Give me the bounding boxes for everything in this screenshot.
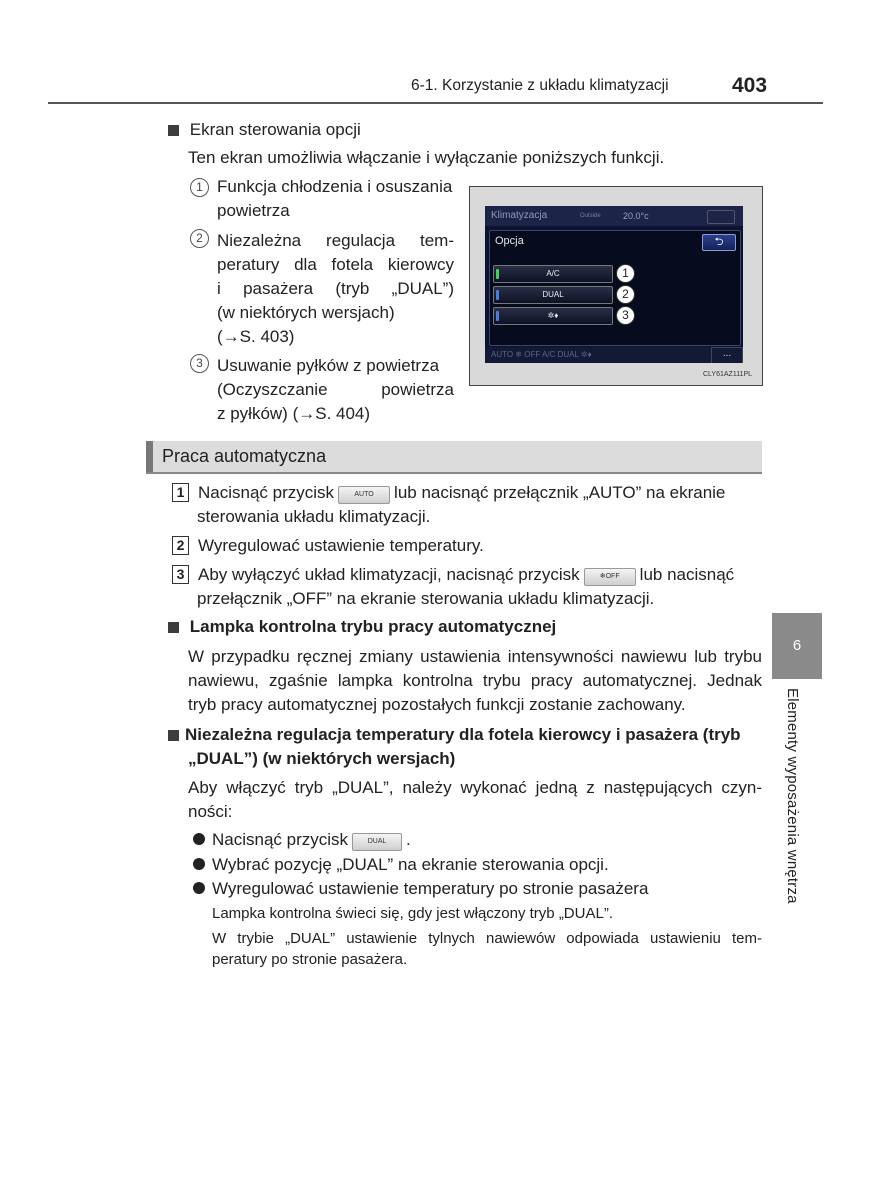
page-number: 403 xyxy=(732,74,768,97)
dual-intro: Aby włączyć tryb „DUAL”, należy wykonać jedną z następujących czyn- ności: xyxy=(188,778,762,821)
callout-3-icon: 3 xyxy=(616,306,635,325)
step-number: 1 xyxy=(172,483,189,502)
ekran-heading: Ekran sterowania opcji xyxy=(168,120,361,140)
screen-bottom-bar: AUTO ❄ OFF A/C DUAL ✲♦ ... xyxy=(485,347,743,363)
callout-1-icon: 1 xyxy=(190,178,209,197)
ekran-item-1: 1 Funkcja chłodzenia i osuszania powietrza xyxy=(190,175,454,223)
auto-button-icon: AUTO xyxy=(338,486,390,504)
indicator-icon xyxy=(496,311,499,321)
image-caption: CLY61AZ111PL xyxy=(703,371,753,378)
dual-heading: Niezależna regulacja temperatury dla fotela kierowcy i pasażera (tryb „DUAL”) (w niektórych wersjach) xyxy=(168,723,762,771)
step-1: 1 Nacisnąć przycisk AUTO lub nacisnąć przełącznik „AUTO” na ekranie sterowania układu klimatyzacji. xyxy=(172,481,764,529)
step-3: 3 Aby wyłączyć układ klimatyzacji, nacisnąć przycisk ❄OFF lub nacisnąć przełącznik „OFF” na ekranie sterowania układu klimatyzacji. xyxy=(172,563,764,611)
option-pollen-button[interactable]: ✲♦ xyxy=(493,307,613,325)
panel-title: Opcja xyxy=(495,235,524,247)
square-bullet-icon xyxy=(168,622,179,633)
bullet-icon xyxy=(193,882,205,894)
bullet-icon xyxy=(193,858,205,870)
chapter-number: 6 xyxy=(792,637,802,654)
running-header-title: 6-1. Korzystanie z układu klimatyzacji xyxy=(411,77,669,94)
more-button[interactable]: ... xyxy=(711,347,743,363)
step-2: 2 Wyregulować ustawienie temperatury. xyxy=(172,534,484,558)
bullet-icon xyxy=(193,833,205,845)
ac-off-button-icon: ❄OFF xyxy=(584,568,636,586)
square-bullet-icon xyxy=(168,125,179,136)
callout-3-icon: 3 xyxy=(190,354,209,373)
ekran-intro: Ten ekran umożliwia włączanie i wyłączanie poniższych funkcji. xyxy=(188,148,665,167)
indicator-icon xyxy=(496,290,499,300)
lampka-heading: Lampka kontrolna trybu pracy automatycznej xyxy=(168,617,556,637)
dual-bullet-3: Wyregulować ustawienie temperatury po stronie pasażera xyxy=(193,877,648,901)
dual-note-1: Lampka kontrolna świeci się, gdy jest włączony tryb „DUAL”. xyxy=(212,905,613,922)
section-title: Praca automatyczna xyxy=(162,446,327,466)
back-button[interactable]: ⮌ xyxy=(702,234,736,251)
screen-back-icon xyxy=(707,210,735,224)
indicator-icon xyxy=(496,269,499,279)
options-screen xyxy=(485,206,743,363)
callout-2-icon: 2 xyxy=(616,285,635,304)
dual-bullet-1: Nacisnąć przycisk DUAL . xyxy=(193,828,411,852)
callout-2-icon: 2 xyxy=(190,229,209,248)
lampka-paragraph: W przypadku ręcznej zmiany ustawienia intensywności nawiewu lub trybu nawiewu, zgaśnie lampka kontrolna trybu pracy automatycznej. Jednak tryb pracy automatycznej pozostałych funkcji zostanie zachowany. xyxy=(188,647,762,714)
climate-screen-illustration xyxy=(469,186,763,386)
dual-bullet-2: Wybrać pozycję „DUAL” na ekranie sterowania opcji. xyxy=(193,853,609,877)
callout-1-icon: 1 xyxy=(616,264,635,283)
step-number: 3 xyxy=(172,565,189,584)
section-header xyxy=(146,441,762,474)
dual-button-icon: DUAL xyxy=(352,833,402,851)
option-dual-button[interactable]: DUAL xyxy=(493,286,613,304)
chapter-title: Elementy wyposażenia wnętrza xyxy=(784,688,801,904)
ekran-item-2: 2 Niezależna regulacja tem- peratury dla fotela kierowcy i pasażera (tryb „DUAL”) (w niektórych wersjach) (→S. 403) xyxy=(190,229,454,349)
step-number: 2 xyxy=(172,536,189,555)
screen-top-bar: Klimatyzacja Outside 20.0°c xyxy=(485,206,743,226)
options-panel xyxy=(489,230,741,346)
square-bullet-icon xyxy=(168,730,179,741)
chapter-tab xyxy=(772,613,822,679)
ekran-item-3: 3 Usuwanie pyłków z powietrza (Oczyszczanie powietrza z pyłków) (→S. 404) xyxy=(190,354,454,426)
option-ac-button[interactable]: A/C xyxy=(493,265,613,283)
header-rule xyxy=(48,102,823,104)
dual-note-2: W trybie „DUAL” ustawienie tylnych nawiewów odpowiada ustawieniu tem- peratury po stronie pasażera. xyxy=(212,930,762,968)
